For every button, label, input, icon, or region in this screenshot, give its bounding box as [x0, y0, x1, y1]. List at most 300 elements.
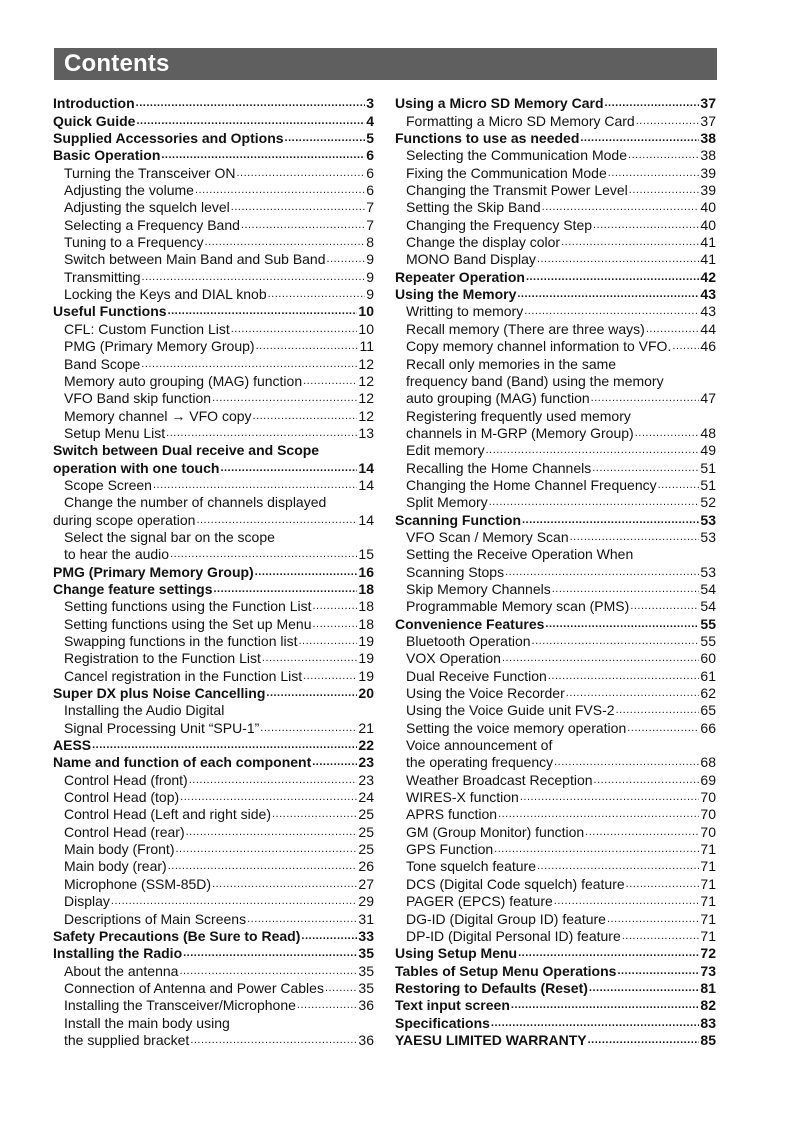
toc-entry-label: Adjusting the volume	[64, 182, 194, 199]
toc-entry[interactable]	[53, 789, 374, 806]
toc-entry[interactable]	[395, 95, 716, 112]
toc-entry-label: auto grouping (MAG) function	[406, 390, 590, 407]
toc-entry-label: GM (Group Monitor) function	[406, 823, 585, 840]
toc-entry-label: Main body (Front)	[64, 841, 175, 858]
dot-leader	[241, 220, 365, 231]
toc-entry[interactable]	[53, 945, 374, 962]
toc-entry-label: Connection of Antenna and Power Cables	[64, 979, 324, 996]
toc-entry-label: Using Setup Menu	[395, 945, 518, 962]
dot-leader	[303, 671, 357, 682]
toc-entry[interactable]	[53, 667, 374, 684]
toc-entry[interactable]	[395, 980, 716, 997]
toc-entry-label: Recall only memories in the same	[406, 355, 617, 372]
toc-entry[interactable]	[53, 425, 374, 442]
toc-entry[interactable]	[395, 355, 716, 372]
toc-entry[interactable]	[53, 355, 374, 372]
toc-entry[interactable]	[53, 719, 374, 736]
toc-entry-page: 6	[366, 182, 374, 199]
toc-entry-label: DCS (Digital Code squelch) feature	[406, 875, 625, 892]
toc-entry[interactable]	[53, 546, 374, 563]
dot-leader	[186, 827, 358, 838]
dot-leader	[628, 150, 699, 161]
dot-leader	[524, 306, 699, 317]
toc-entry-page: 40	[700, 199, 716, 216]
dot-leader	[498, 809, 699, 820]
toc-entry[interactable]	[53, 112, 374, 129]
toc-entry-page: 62	[700, 685, 716, 702]
dot-leader	[552, 584, 700, 595]
toc-entry[interactable]	[53, 615, 374, 632]
dot-leader	[532, 636, 700, 647]
toc-entry[interactable]	[395, 997, 716, 1014]
toc-entry[interactable]	[53, 442, 374, 459]
toc-entry[interactable]	[395, 1014, 716, 1031]
toc-entry[interactable]	[53, 1014, 374, 1031]
toc-entry[interactable]	[395, 754, 716, 771]
toc-entry[interactable]	[53, 754, 374, 771]
toc-entry[interactable]	[395, 216, 716, 233]
dot-leader	[505, 567, 699, 578]
toc-entry-label: the operating frequency	[406, 754, 554, 771]
toc-entry[interactable]	[395, 199, 716, 216]
dot-leader	[617, 966, 699, 977]
toc-entry[interactable]	[395, 373, 716, 390]
toc-entry-page: 48	[700, 424, 716, 441]
toc-entry[interactable]	[53, 234, 374, 251]
toc-entry-label: Selecting a Frequency Band	[64, 216, 240, 233]
toc-entry[interactable]	[395, 1032, 716, 1049]
toc-entry-label: Specifications	[395, 1014, 490, 1031]
toc-entry-page: 52	[700, 494, 716, 511]
toc-entry[interactable]	[53, 511, 374, 528]
toc-entry[interactable]	[53, 147, 374, 164]
toc-entry-page: 54	[700, 598, 716, 615]
toc-entry-label: Changing the Home Channel Frequency	[406, 476, 657, 493]
toc-entry[interactable]	[395, 182, 716, 199]
toc-entry[interactable]	[53, 962, 374, 979]
dot-leader	[511, 1000, 700, 1011]
toc-entry-page: 29	[358, 893, 374, 910]
toc-entry[interactable]	[53, 529, 374, 546]
toc-entry-label: Cancel registration in the Function List	[64, 667, 303, 684]
toc-entry-page: 9	[366, 251, 374, 268]
toc-entry-label: VOX Operation	[406, 650, 501, 667]
toc-entry[interactable]	[395, 303, 716, 320]
toc-entry[interactable]	[395, 112, 716, 129]
dot-leader	[585, 827, 699, 838]
dot-leader	[589, 983, 700, 994]
toc-entry-page: 10	[358, 303, 374, 320]
toc-entry-label: AESS	[53, 737, 92, 754]
dot-leader	[630, 601, 699, 612]
toc-entry-page: 4	[366, 112, 374, 129]
toc-entry-label: Change the display color	[406, 234, 561, 251]
toc-entry-label: Setting the voice memory operation	[406, 719, 627, 736]
toc-entry-label: Setup Menu List	[64, 424, 166, 441]
toc-entry-label: channels in M-GRP (Memory Group)	[406, 424, 634, 441]
dot-leader	[142, 272, 366, 283]
dot-leader	[180, 792, 357, 803]
toc-entry-page: 33	[358, 927, 374, 944]
dot-leader	[520, 792, 700, 803]
toc-entry[interactable]	[53, 823, 374, 840]
dot-leader	[298, 636, 357, 647]
toc-entry-label: Signal Processing Unit “SPU-1”	[64, 719, 260, 736]
toc-entry-page: 6	[366, 164, 374, 181]
toc-entry[interactable]	[395, 633, 716, 650]
dot-leader	[92, 740, 357, 751]
toc-entry[interactable]	[395, 268, 716, 285]
toc-entry-page: 46	[700, 338, 716, 355]
toc-entry-label: Programmable Memory scan (PMS)	[406, 598, 630, 615]
dot-leader	[486, 445, 700, 456]
toc-entry-label: Setting the Skip Band	[406, 199, 541, 216]
toc-entry[interactable]	[395, 494, 716, 511]
dot-leader	[111, 896, 358, 907]
toc-entry-label: Scope Screen	[64, 476, 152, 493]
dot-leader	[605, 98, 700, 109]
toc-entry-page: 60	[700, 650, 716, 667]
toc-entry-label: Changing the Frequency Step	[406, 216, 593, 233]
dot-leader	[554, 896, 700, 907]
toc-entry[interactable]	[53, 650, 374, 667]
toc-entry[interactable]	[53, 251, 374, 268]
dot-leader	[616, 705, 700, 716]
toc-entry-label: APRS function	[406, 806, 498, 823]
toc-entry-label: Install the main body using	[64, 1014, 230, 1031]
toc-entry[interactable]	[395, 823, 716, 840]
toc-entry-page: 7	[366, 216, 374, 233]
toc-entry[interactable]	[53, 338, 374, 355]
toc-entry-page: 7	[366, 199, 374, 216]
toc-entry[interactable]	[53, 563, 374, 580]
dot-leader	[256, 341, 359, 352]
toc-entry-label: Formatting a Micro SD Memory Card	[406, 112, 635, 129]
toc-entry[interactable]	[395, 875, 716, 892]
toc-entry[interactable]	[395, 164, 716, 181]
toc-entry[interactable]	[395, 685, 716, 702]
toc-entry[interactable]	[53, 928, 374, 945]
toc-entry[interactable]	[53, 216, 374, 233]
toc-entry-page: 43	[700, 286, 716, 303]
dot-leader	[268, 289, 366, 300]
toc-entry-label: during scope operation	[53, 511, 196, 528]
toc-entry-label: Introduction	[53, 95, 135, 112]
toc-entry[interactable]	[53, 130, 374, 147]
toc-entry[interactable]	[395, 771, 716, 788]
toc-entry-label: VFO Scan / Memory Scan	[406, 528, 569, 545]
toc-entry[interactable]	[395, 147, 716, 164]
toc-entry-page: 44	[700, 320, 716, 337]
toc-entry-page: 40	[700, 216, 716, 233]
toc-entry-label: Locking the Keys and DIAL knob	[64, 286, 267, 303]
toc-entry[interactable]	[395, 477, 716, 494]
toc-entry[interactable]	[53, 477, 374, 494]
dot-leader	[622, 931, 700, 942]
dot-leader	[646, 324, 700, 335]
toc-entry-page: 54	[700, 580, 716, 597]
toc-entry[interactable]	[395, 563, 716, 580]
toc-entry[interactable]	[395, 442, 716, 459]
toc-entry-page: 35	[358, 945, 374, 962]
toc-entry-label: Control Head (rear)	[64, 823, 185, 840]
dot-leader	[231, 202, 365, 213]
toc-entry[interactable]	[53, 841, 374, 858]
toc-entry-page: 23	[358, 754, 374, 771]
toc-entry-label: Swapping functions in the function list	[64, 633, 298, 649]
toc-entry-page: 12	[358, 355, 374, 372]
toc-entry-label: Fixing the Communication Mode	[406, 164, 607, 181]
toc-entry-label: Memory channel → VFO copy	[64, 407, 252, 424]
toc-entry[interactable]	[395, 806, 716, 823]
toc-entry[interactable]	[395, 962, 716, 979]
dot-leader	[285, 133, 366, 144]
toc-entry-page: 10	[358, 320, 374, 337]
toc-entry[interactable]	[395, 667, 716, 684]
toc-entry[interactable]	[395, 789, 716, 806]
toc-entry-label: PAGER (EPCS) feature	[406, 893, 553, 910]
toc-entry[interactable]	[53, 633, 374, 650]
toc-entry-label: Main body (rear)	[64, 858, 167, 875]
toc-entry-page: 22	[358, 737, 374, 754]
dot-leader	[591, 393, 700, 404]
toc-entry[interactable]	[53, 95, 374, 112]
toc-entry-label: Scanning Function	[395, 511, 521, 528]
toc-entry[interactable]	[53, 858, 374, 875]
dot-leader	[626, 879, 700, 890]
toc-entry[interactable]	[395, 702, 716, 719]
dot-leader	[580, 133, 699, 144]
toc-entry-label: VFO Band skip function	[64, 390, 212, 407]
toc-entry-label: Changing the Transmit Power Level	[406, 182, 628, 199]
toc-entry[interactable]	[53, 910, 374, 927]
toc-entry-page: 51	[700, 476, 716, 493]
toc-entry-label: Tone squelch feature	[406, 858, 536, 875]
dot-leader	[537, 254, 699, 265]
toc-entry[interactable]	[53, 390, 374, 407]
dot-leader	[545, 619, 699, 630]
toc-entry[interactable]	[395, 425, 716, 442]
toc-entry[interactable]	[53, 875, 374, 892]
toc-entry[interactable]	[395, 719, 716, 736]
toc-entry-label: operation with one touch	[53, 459, 220, 476]
toc-entry-label: DG-ID (Digital Group ID) feature	[406, 910, 606, 927]
dot-leader	[153, 480, 357, 491]
toc-entry-label: Functions to use as needed	[395, 130, 580, 147]
toc-entry[interactable]	[53, 407, 374, 424]
toc-entry-label: Recall memory (There are three ways)	[406, 320, 645, 337]
dot-leader	[189, 775, 358, 786]
toc-entry-page: 71	[700, 875, 716, 892]
dot-leader	[312, 757, 357, 768]
dot-leader	[190, 1035, 357, 1046]
toc-entry-label: Bluetooth Operation	[406, 633, 531, 649]
dot-leader	[526, 272, 699, 283]
toc-entry[interactable]	[395, 459, 716, 476]
toc-entry-page: 53	[700, 563, 716, 580]
toc-entry[interactable]	[395, 546, 716, 563]
page-title: Contents	[64, 50, 170, 77]
dot-leader	[554, 757, 699, 768]
toc-entry-page: 19	[358, 667, 374, 684]
dot-leader	[168, 861, 358, 872]
toc-entry-label: Convenience Features	[395, 615, 545, 632]
toc-entry[interactable]	[395, 511, 716, 528]
toc-entry-label: Basic Operation	[53, 147, 161, 164]
toc-entry[interactable]	[53, 320, 374, 337]
dot-leader	[491, 1018, 700, 1029]
toc-entry[interactable]	[395, 858, 716, 875]
toc-entry-page: 53	[700, 528, 716, 545]
toc-entry-label: Voice announcement of	[406, 737, 553, 754]
dot-leader	[607, 914, 699, 925]
toc-entry-page: 27	[358, 875, 374, 892]
dot-leader	[588, 1035, 700, 1046]
toc-entry[interactable]	[53, 806, 374, 823]
toc-entry[interactable]	[395, 737, 716, 754]
toc-entry-page: 9	[366, 286, 374, 303]
toc-entry-page: 21	[358, 719, 374, 736]
dot-leader	[542, 202, 700, 213]
toc-entry-label: Copy memory channel information to VFO.	[406, 338, 672, 355]
toc-entry[interactable]	[53, 164, 374, 181]
toc-entry[interactable]	[395, 529, 716, 546]
toc-entry-label: Microphone (SSM-85D)	[64, 875, 212, 892]
toc-entry[interactable]	[395, 130, 716, 147]
toc-entry-label: CFL: Custom Function List	[64, 320, 230, 337]
toc-entry-label: DP-ID (Digital Personal ID) feature	[406, 927, 621, 944]
toc-entry-label: Tables of Setup Menu Operations	[395, 962, 617, 979]
toc-entry[interactable]	[395, 598, 716, 615]
toc-entry-page: 11	[359, 338, 374, 355]
toc-entry-page: 65	[700, 702, 716, 719]
toc-entry[interactable]	[395, 945, 716, 962]
toc-entry-page: 25	[358, 823, 374, 840]
toc-entry[interactable]	[53, 598, 374, 615]
toc-entry[interactable]	[395, 910, 716, 927]
toc-entry-label: Weather Broadcast Reception	[406, 771, 593, 788]
toc-entry-page: 71	[700, 893, 716, 910]
dot-leader	[325, 983, 357, 994]
toc-entry[interactable]	[395, 286, 716, 303]
toc-entry[interactable]	[53, 771, 374, 788]
toc-entry-page: 23	[358, 771, 374, 788]
toc-entry-label: Select the signal bar on the scope	[64, 528, 275, 545]
toc-entry[interactable]	[53, 199, 374, 216]
toc-entry-page: 5	[366, 130, 374, 147]
dot-leader	[566, 688, 700, 699]
toc-entry-label: Display	[64, 893, 110, 910]
toc-entry[interactable]	[395, 390, 716, 407]
toc-entry-page: 82	[700, 997, 716, 1014]
dot-leader	[517, 289, 699, 300]
toc-entry-page: 61	[700, 667, 716, 684]
toc-entry[interactable]	[395, 407, 716, 424]
toc-entry[interactable]	[53, 182, 374, 199]
toc-entry-page: 14	[358, 511, 374, 528]
dot-leader	[212, 879, 357, 890]
toc-entry[interactable]	[395, 615, 716, 632]
toc-entry[interactable]	[53, 893, 374, 910]
toc-entry-page: 24	[358, 789, 374, 806]
toc-entry[interactable]	[395, 893, 716, 910]
toc-entry-label: Text input screen	[395, 997, 510, 1014]
toc-entry-page: 15	[358, 546, 374, 563]
toc-entry[interactable]	[53, 494, 374, 511]
toc-entry-page: 51	[700, 459, 716, 476]
toc-entry-page: 25	[358, 806, 374, 823]
toc-entry-page: 18	[358, 598, 374, 615]
toc-entry[interactable]	[53, 303, 374, 320]
dot-leader	[253, 411, 358, 422]
toc-entry-label: Name and function of each component	[53, 754, 312, 771]
toc-entry[interactable]	[53, 997, 374, 1014]
toc-entry[interactable]	[395, 234, 716, 251]
toc-entry-label: Installing the Radio	[53, 945, 183, 962]
dot-leader	[548, 671, 700, 682]
dot-leader	[297, 1000, 358, 1011]
toc-entry-page: 71	[700, 841, 716, 858]
toc-entry-label: Scanning Stops	[406, 563, 505, 580]
toc-right-column	[395, 95, 716, 1049]
toc-entry-label: Installing the Transceiver/Microphone	[64, 997, 296, 1014]
toc-entry[interactable]	[53, 581, 374, 598]
dot-leader	[537, 861, 699, 872]
dot-leader	[161, 150, 365, 161]
toc-entry-page: 36	[358, 997, 374, 1014]
toc-entry[interactable]	[395, 338, 716, 355]
toc-entry[interactable]	[53, 268, 374, 285]
toc-entry-label: Recalling the Home Channels	[406, 459, 592, 476]
toc-entry-label: Turning the Transceiver ON	[64, 164, 236, 181]
dot-leader	[592, 463, 699, 474]
dot-leader	[627, 723, 699, 734]
toc-entry[interactable]	[53, 373, 374, 390]
toc-entry-page: 70	[700, 806, 716, 823]
toc-entry-page: 69	[700, 771, 716, 788]
toc-entry[interactable]	[395, 841, 716, 858]
toc-entry[interactable]	[395, 928, 716, 945]
toc-entry-label: Using the Voice Recorder	[406, 685, 565, 702]
toc-entry[interactable]	[53, 286, 374, 303]
toc-entry[interactable]	[395, 650, 716, 667]
dot-leader	[136, 98, 366, 109]
toc-entry[interactable]	[395, 251, 716, 268]
toc-entry-label: Setting functions using the Set up Menu	[64, 615, 312, 632]
toc-entry-page: 19	[358, 650, 374, 667]
toc-entry[interactable]	[53, 685, 374, 702]
toc-entry[interactable]	[53, 1032, 374, 1049]
toc-entry[interactable]	[53, 980, 374, 997]
toc-entry[interactable]	[53, 459, 374, 476]
toc-left-column	[53, 95, 374, 1049]
dot-leader	[195, 185, 365, 196]
toc-entry-label: Descriptions of Main Screens	[64, 910, 247, 927]
toc-entry[interactable]	[395, 581, 716, 598]
toc-entry[interactable]	[53, 702, 374, 719]
toc-entry[interactable]	[53, 737, 374, 754]
dot-leader	[255, 567, 358, 578]
dot-leader	[262, 653, 358, 664]
toc-entry-label: WIRES-X function	[406, 789, 519, 806]
toc-entry-page: 9	[366, 268, 374, 285]
dot-leader	[179, 966, 357, 977]
dot-leader	[489, 497, 700, 508]
toc-entry-label: Change the number of channels displayed	[64, 494, 327, 511]
dot-leader	[494, 844, 699, 855]
toc-entry[interactable]	[395, 320, 716, 337]
toc-entry-label: frequency band (Band) using the memory	[406, 372, 664, 389]
